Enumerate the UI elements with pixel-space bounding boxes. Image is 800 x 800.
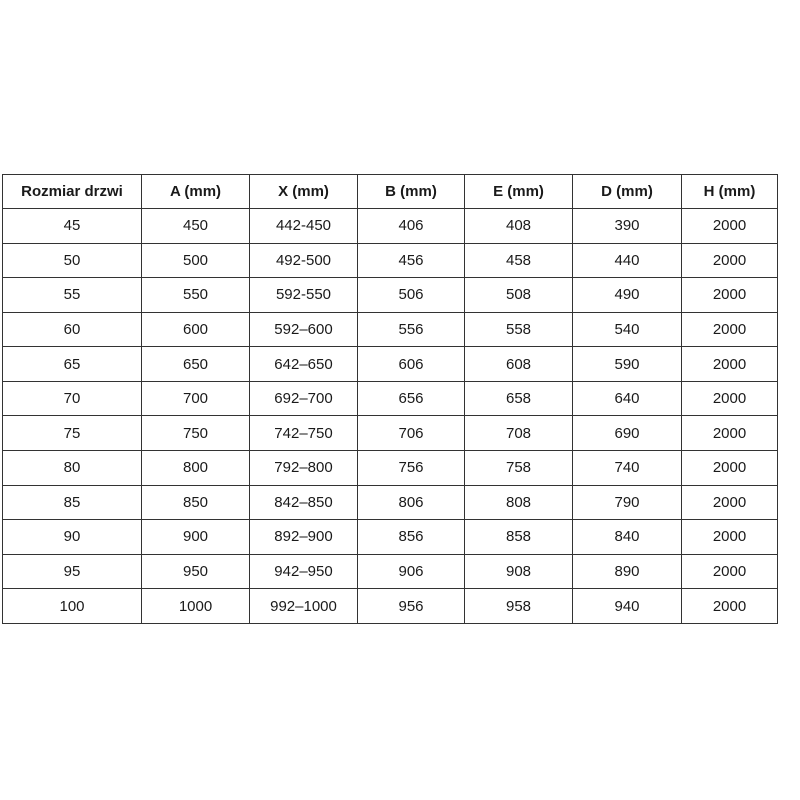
table-cell: 758 — [465, 451, 573, 486]
table-cell: 840 — [573, 520, 682, 555]
table-cell: 700 — [142, 381, 250, 416]
table-cell: 2000 — [682, 416, 778, 451]
table-cell: 70 — [3, 381, 142, 416]
table-cell: 942–950 — [250, 554, 358, 589]
table-cell: 792–800 — [250, 451, 358, 486]
table-cell: 100 — [3, 589, 142, 624]
table-cell: 540 — [573, 312, 682, 347]
table-cell: 692–700 — [250, 381, 358, 416]
table-cell: 708 — [465, 416, 573, 451]
table-cell: 642–650 — [250, 347, 358, 382]
table-cell: 558 — [465, 312, 573, 347]
table-body — [3, 209, 778, 624]
table-cell: 750 — [142, 416, 250, 451]
table-cell: 690 — [573, 416, 682, 451]
table-row — [3, 520, 778, 555]
table-head — [3, 175, 778, 209]
table-cell: 740 — [573, 451, 682, 486]
table-cell: 606 — [358, 347, 465, 382]
column-header: E (mm) — [465, 175, 573, 209]
column-header: H (mm) — [682, 175, 778, 209]
table-cell: 600 — [142, 312, 250, 347]
table-cell: 500 — [142, 243, 250, 278]
table-cell: 2000 — [682, 243, 778, 278]
table-cell: 55 — [3, 278, 142, 313]
table-cell: 2000 — [682, 278, 778, 313]
door-size-table — [2, 174, 778, 624]
table-cell: 592-550 — [250, 278, 358, 313]
table-cell: 742–750 — [250, 416, 358, 451]
column-header: Rozmiar drzwi — [3, 175, 142, 209]
table-cell: 906 — [358, 554, 465, 589]
table-cell: 858 — [465, 520, 573, 555]
table-cell: 492-500 — [250, 243, 358, 278]
table-cell: 490 — [573, 278, 682, 313]
table-cell: 506 — [358, 278, 465, 313]
table-cell: 442-450 — [250, 209, 358, 244]
table-cell: 406 — [358, 209, 465, 244]
table-cell: 950 — [142, 554, 250, 589]
table-cell: 2000 — [682, 589, 778, 624]
table-cell: 2000 — [682, 520, 778, 555]
table-cell: 806 — [358, 485, 465, 520]
table-cell: 800 — [142, 451, 250, 486]
table-cell: 590 — [573, 347, 682, 382]
table-cell: 850 — [142, 485, 250, 520]
table-cell: 640 — [573, 381, 682, 416]
table-row — [3, 312, 778, 347]
table-cell: 2000 — [682, 485, 778, 520]
table-cell: 95 — [3, 554, 142, 589]
table-cell: 992–1000 — [250, 589, 358, 624]
table-cell: 60 — [3, 312, 142, 347]
table-cell: 658 — [465, 381, 573, 416]
table-cell: 856 — [358, 520, 465, 555]
table-cell: 2000 — [682, 554, 778, 589]
table-cell: 2000 — [682, 312, 778, 347]
table-cell: 458 — [465, 243, 573, 278]
table-cell: 50 — [3, 243, 142, 278]
table-cell: 90 — [3, 520, 142, 555]
table-cell: 756 — [358, 451, 465, 486]
table-row — [3, 554, 778, 589]
table-cell: 900 — [142, 520, 250, 555]
table-row — [3, 589, 778, 624]
table-cell: 892–900 — [250, 520, 358, 555]
table-cell: 842–850 — [250, 485, 358, 520]
table-row — [3, 243, 778, 278]
table-cell: 550 — [142, 278, 250, 313]
table-cell: 556 — [358, 312, 465, 347]
table-row — [3, 209, 778, 244]
table-cell: 408 — [465, 209, 573, 244]
table-row — [3, 451, 778, 486]
table-row — [3, 485, 778, 520]
table-cell: 958 — [465, 589, 573, 624]
table-cell: 808 — [465, 485, 573, 520]
table-cell: 508 — [465, 278, 573, 313]
table-header-row — [3, 175, 778, 209]
table-cell: 2000 — [682, 347, 778, 382]
table-cell: 390 — [573, 209, 682, 244]
table-cell: 85 — [3, 485, 142, 520]
table-cell: 65 — [3, 347, 142, 382]
column-header: X (mm) — [250, 175, 358, 209]
column-header: A (mm) — [142, 175, 250, 209]
table-cell: 890 — [573, 554, 682, 589]
table-row — [3, 416, 778, 451]
table-cell: 790 — [573, 485, 682, 520]
table-cell: 908 — [465, 554, 573, 589]
column-header: D (mm) — [573, 175, 682, 209]
table-cell: 45 — [3, 209, 142, 244]
table-cell: 656 — [358, 381, 465, 416]
table-cell: 80 — [3, 451, 142, 486]
table-row — [3, 381, 778, 416]
table-cell: 650 — [142, 347, 250, 382]
table-cell: 608 — [465, 347, 573, 382]
table-cell: 706 — [358, 416, 465, 451]
table-cell: 1000 — [142, 589, 250, 624]
table-cell: 440 — [573, 243, 682, 278]
table-cell: 450 — [142, 209, 250, 244]
table-cell: 456 — [358, 243, 465, 278]
table-cell: 2000 — [682, 381, 778, 416]
table-cell: 956 — [358, 589, 465, 624]
column-header: B (mm) — [358, 175, 465, 209]
table-row — [3, 347, 778, 382]
table-cell: 592–600 — [250, 312, 358, 347]
table-row — [3, 278, 778, 313]
table-cell: 2000 — [682, 209, 778, 244]
table-cell: 75 — [3, 416, 142, 451]
table-cell: 2000 — [682, 451, 778, 486]
table-cell: 940 — [573, 589, 682, 624]
